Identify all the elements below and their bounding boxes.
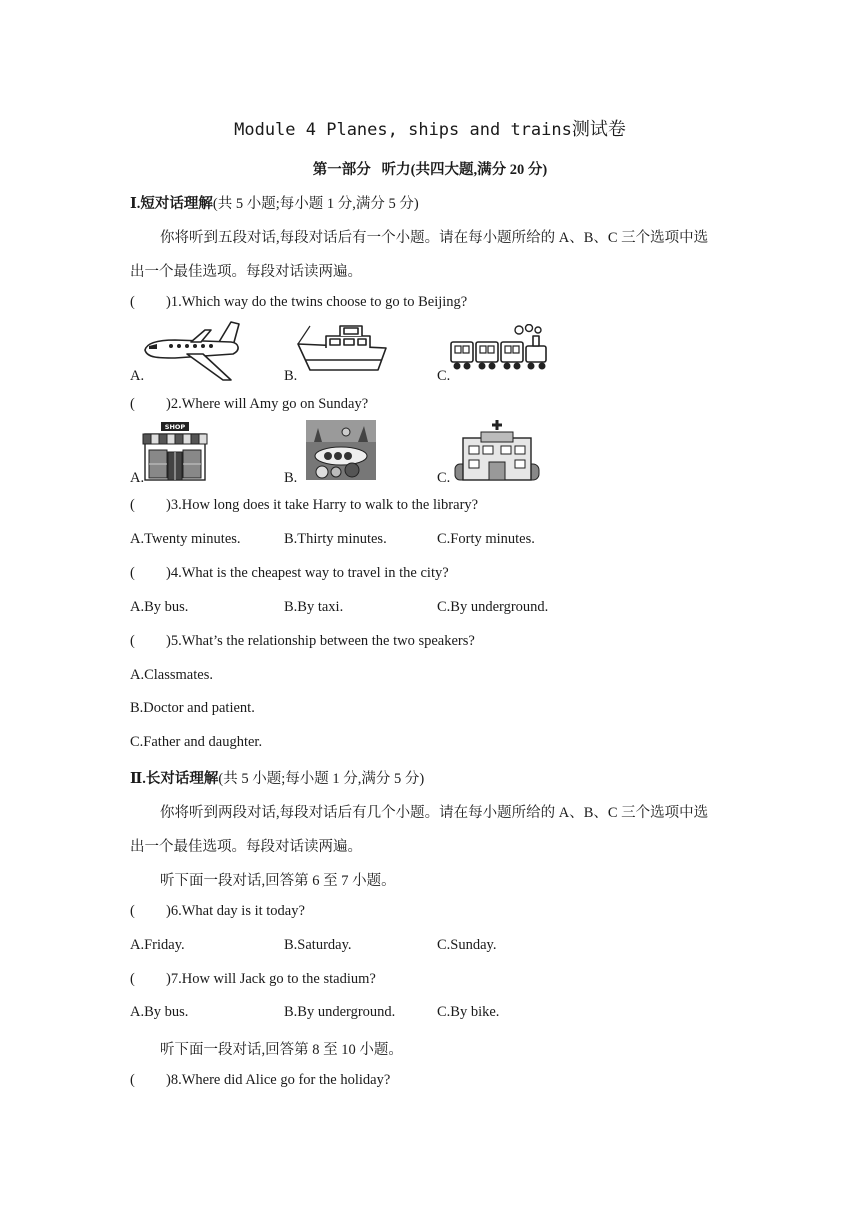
q5-option-b: B.Doctor and patient. xyxy=(130,700,255,716)
q4-option-b: B.By taxi. xyxy=(284,599,344,615)
q2-option-a: A. xyxy=(130,470,145,486)
question-8-text: 8.Where did Alice go for the holiday? xyxy=(170,1072,391,1088)
listen-instruction-8-10: 听下面一段对话,回答第 8 至 10 小题。 xyxy=(160,1042,403,1058)
part-one-label: 第一部分 xyxy=(312,162,371,178)
section-two-note: (共 5 小题;每小题 1 分,满分 5 分) xyxy=(218,771,425,787)
train-icon xyxy=(449,324,553,374)
listen-instruction-6-7: 听下面一段对话,回答第 6 至 7 小题。 xyxy=(160,873,396,889)
question-1: ( )1.Which way do the twins choose to go to Beijing? xyxy=(130,294,468,310)
section-two-instruction-2: 出一个最佳选项。每段对话读两遍。 xyxy=(130,839,362,855)
answer-blank[interactable]: ( xyxy=(130,294,135,310)
question-4: ( )4.What is the cheapest way to travel in the city? xyxy=(130,565,449,581)
answer-blank[interactable]: ( xyxy=(130,903,135,919)
part-one-heading xyxy=(0,158,860,179)
question-6: ( )6.What day is it today? xyxy=(130,903,305,919)
section-one-title: Ⅰ.短对话理解 xyxy=(130,196,213,212)
shop-sign-text: SHOP xyxy=(164,423,186,431)
question-8: ( )8.Where did Alice go for the holiday? xyxy=(130,1072,391,1088)
question-2-text: 2.Where will Amy go on Sunday? xyxy=(170,396,369,412)
question-5-text: 5.What’s the relationship between the two speakers? xyxy=(170,633,475,649)
q1-option-b: B. xyxy=(284,368,298,384)
q1-option-a: A. xyxy=(130,368,145,384)
hospital-icon xyxy=(453,420,541,482)
title-chinese: 测试卷 xyxy=(571,119,626,140)
section-two-title: Ⅱ.长对话理解 xyxy=(130,771,219,787)
q7-option-b: B.By underground. xyxy=(284,1004,396,1020)
answer-blank[interactable]: ( xyxy=(130,1072,135,1088)
question-3: ( )3.How long does it take Harry to walk to the library? xyxy=(130,497,479,513)
q5-option-c: C.Father and daughter. xyxy=(130,734,263,750)
question-6-text: 6.What day is it today? xyxy=(170,903,305,919)
q3-option-c: C.Forty minutes. xyxy=(437,531,535,547)
answer-blank[interactable]: ( xyxy=(130,633,135,649)
answer-blank[interactable]: ( xyxy=(130,396,135,412)
section-one-note: (共 5 小题;每小题 1 分,满分 5 分) xyxy=(212,196,419,212)
q1-option-c: C. xyxy=(437,368,451,384)
question-7: ( )7.How will Jack go to the stadium? xyxy=(130,971,376,987)
answer-blank[interactable]: ( xyxy=(130,565,135,581)
zoo-picture xyxy=(306,420,376,480)
section-two-instruction-1: 你将听到两段对话,每段对话后有几个小题。请在每小题所给的 A、B、C 三个选项中选 xyxy=(160,805,709,821)
page-title xyxy=(0,115,860,141)
q7-option-c: C.By bike. xyxy=(437,1004,500,1020)
q2-option-c: C. xyxy=(437,470,451,486)
question-2: ( )2.Where will Amy go on Sunday? xyxy=(130,396,369,412)
section-one-heading xyxy=(130,192,419,213)
answer-blank[interactable]: ( xyxy=(130,497,135,513)
title-english: Module 4 Planes, ships and trains xyxy=(234,120,572,140)
part-one-rest: 听力(共四大题,满分 20 分) xyxy=(381,162,548,178)
q7-option-a: A.By bus. xyxy=(130,1004,189,1020)
question-1-text: 1.Which way do the twins choose to go to Beijing? xyxy=(170,294,468,310)
question-7-text: 7.How will Jack go to the stadium? xyxy=(170,971,376,987)
question-4-text: 4.What is the cheapest way to travel in the city? xyxy=(170,565,449,581)
q2-option-b: B. xyxy=(284,470,298,486)
q3-option-b: B.Thirty minutes. xyxy=(284,531,387,547)
answer-blank[interactable]: ( xyxy=(130,971,135,987)
shop-icon xyxy=(141,420,209,482)
question-5: ( )5.What’s the relationship between the two speakers? xyxy=(130,633,475,649)
section-one-instruction-1: 你将听到五段对话,每段对话后有一个小题。请在每小题所给的 A、B、C 三个选项中选 xyxy=(160,230,709,246)
q4-option-c: C.By underground. xyxy=(437,599,549,615)
question-3-text: 3.How long does it take Harry to walk to the library? xyxy=(170,497,479,513)
q6-option-a: A.Friday. xyxy=(130,937,185,953)
section-two-heading xyxy=(130,767,424,788)
section-one-instruction-2: 出一个最佳选项。每段对话读两遍。 xyxy=(130,264,362,280)
q5-option-a: A.Classmates. xyxy=(130,667,213,683)
q4-option-a: A.By bus. xyxy=(130,599,189,615)
q6-option-b: B.Saturday. xyxy=(284,937,352,953)
q6-option-c: C.Sunday. xyxy=(437,937,497,953)
airplane-icon xyxy=(141,320,245,382)
q3-option-a: A.Twenty minutes. xyxy=(130,531,241,547)
ship-icon xyxy=(296,324,390,374)
